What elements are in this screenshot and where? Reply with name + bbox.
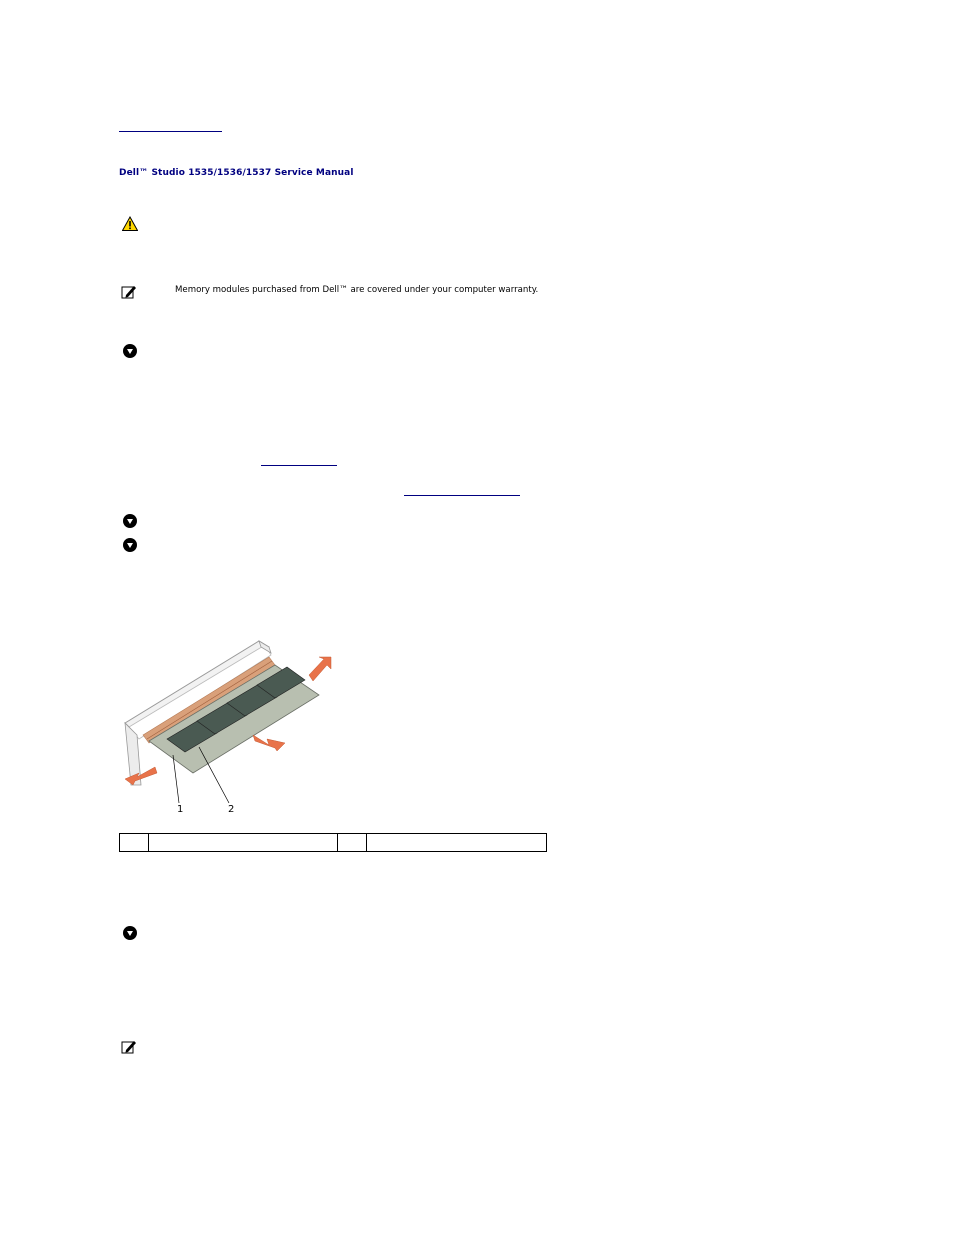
table-cell — [149, 834, 338, 852]
base-cover-link[interactable] — [404, 495, 520, 496]
memory-module-illustration — [119, 635, 339, 825]
callout-number-2: 2 — [228, 804, 235, 815]
notice-arrow-icon — [122, 537, 138, 553]
table-row — [120, 834, 547, 852]
note-pencil-icon — [121, 1039, 137, 1055]
memory-warranty-note: Memory modules purchased from Dell™ are covered under your computer warranty. — [175, 285, 539, 295]
before-you-begin-link[interactable] — [261, 465, 337, 466]
table-cell — [120, 834, 149, 852]
back-to-contents-link[interactable] — [119, 131, 222, 132]
table-cell — [367, 834, 547, 852]
caution-triangle-icon — [122, 216, 138, 232]
callout-number-1: 1 — [177, 804, 184, 815]
notice-arrow-icon — [122, 343, 138, 359]
note-pencil-icon — [121, 284, 137, 300]
manual-title: Dell™ Studio 1535/1536/1537 Service Manual — [119, 168, 354, 178]
callout-table — [119, 833, 547, 852]
notice-arrow-icon — [122, 925, 138, 941]
table-cell — [338, 834, 367, 852]
notice-arrow-icon — [122, 513, 138, 529]
